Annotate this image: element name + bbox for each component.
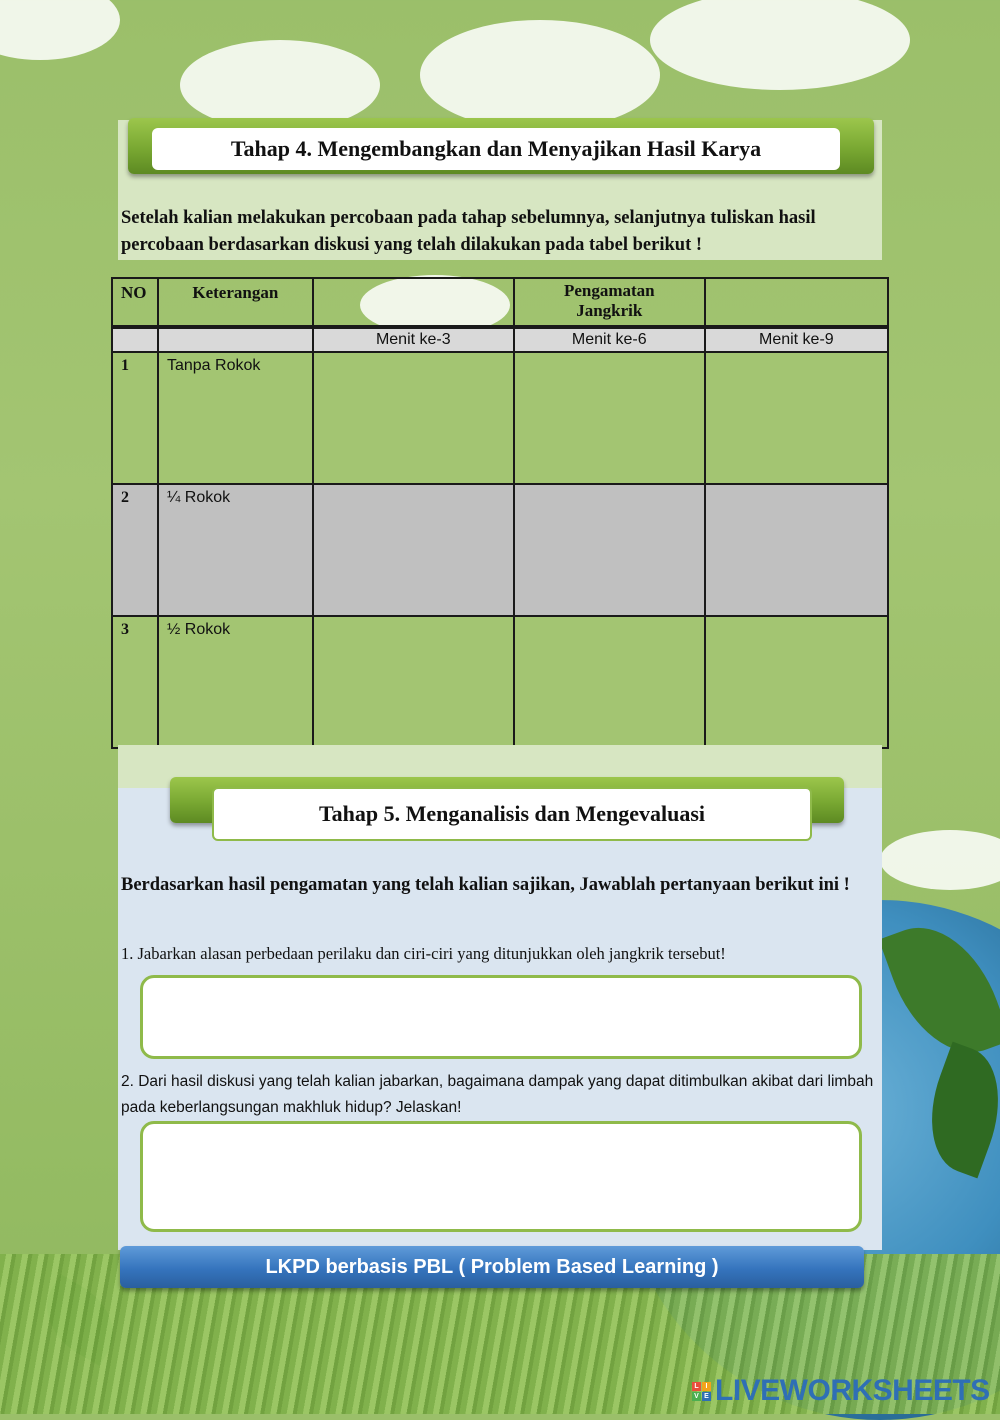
logo-letter: V bbox=[692, 1392, 701, 1401]
section4-instruction: Setelah kalian melakukan percobaan pada tahap sebelumnya, selanjutnya tuliskan hasil percobaan berdasarkan diskusi yang telah dilakukan pada tabel berikut ! bbox=[121, 208, 816, 255]
observation-input-cell[interactable] bbox=[705, 352, 888, 484]
subheader-minute-9: Menit ke-9 bbox=[705, 327, 888, 352]
header-empty-cell bbox=[705, 278, 888, 327]
observation-input-cell[interactable] bbox=[313, 484, 514, 616]
logo-letter: I bbox=[702, 1382, 711, 1391]
observation-input-cell[interactable] bbox=[514, 616, 705, 748]
liveworksheets-watermark[interactable] bbox=[692, 1374, 990, 1408]
subheader-minute-6: Menit ke-6 bbox=[514, 327, 705, 352]
cloud-shape bbox=[650, 0, 910, 90]
row-keterangan: ½ Rokok bbox=[158, 616, 313, 748]
cloud-shape bbox=[880, 830, 1000, 890]
subheader-minute-3: Menit ke-3 bbox=[313, 327, 514, 352]
header-pengamatan-label: Pengamatan Jangkrik bbox=[563, 281, 655, 320]
cloud-shape bbox=[420, 20, 660, 130]
cloud-shape bbox=[0, 0, 120, 60]
table-row bbox=[112, 616, 888, 748]
answer-field-2[interactable] bbox=[140, 1121, 862, 1232]
row-keterangan: Tanpa Rokok bbox=[158, 352, 313, 484]
row-keterangan: ¼ Rokok bbox=[158, 484, 313, 616]
header-no: NO bbox=[112, 278, 158, 327]
section4-title: Tahap 4. Mengembangkan dan Menyajikan Hasil Karya bbox=[152, 128, 840, 170]
question-2: 2. Dari hasil diskusi yang telah kalian jabarkan, bagaimana dampak yang dapat ditimbulkan akibat dari limbah pada keberlangsungan makhluk hidup? Jelaskan! bbox=[121, 1073, 874, 1116]
observation-input-cell[interactable] bbox=[313, 616, 514, 748]
section5-title: Tahap 5. Menganalisis dan Mengevaluasi bbox=[212, 787, 812, 841]
row-number: 2 bbox=[112, 484, 158, 616]
logo-letter: E bbox=[702, 1392, 711, 1401]
question-1: 1. Jabarkan alasan perbedaan perilaku dan ciri-ciri yang ditunjukkan oleh jangkrik tersebut! bbox=[121, 944, 726, 963]
table-subheader-row bbox=[112, 327, 888, 352]
header-empty-cell bbox=[313, 278, 514, 327]
observation-input-cell[interactable] bbox=[705, 616, 888, 748]
logo-letter: L bbox=[692, 1382, 701, 1391]
header-pengamatan bbox=[514, 278, 705, 327]
observation-input-cell[interactable] bbox=[514, 352, 705, 484]
section5-instruction: Berdasarkan hasil pengamatan yang telah kalian sajikan, Jawablah pertanyaan berikut ini ! bbox=[121, 875, 850, 895]
header-keterangan: Keterangan bbox=[158, 278, 313, 327]
table-row bbox=[112, 484, 888, 616]
observation-input-cell[interactable] bbox=[514, 484, 705, 616]
footer-banner bbox=[120, 1246, 864, 1288]
observation-input-cell[interactable] bbox=[313, 352, 514, 484]
row-number: 3 bbox=[112, 616, 158, 748]
liveworksheets-logo-icon bbox=[692, 1382, 711, 1401]
observation-table bbox=[111, 277, 889, 749]
cloud-shape bbox=[180, 40, 380, 130]
answer-field-1[interactable] bbox=[140, 975, 862, 1059]
observation-input-cell[interactable] bbox=[705, 484, 888, 616]
table-header-row bbox=[112, 278, 888, 327]
section5-banner bbox=[170, 777, 844, 826]
watermark-text: LIVEWORKSHEETS bbox=[715, 1374, 990, 1407]
subheader-empty-cell bbox=[112, 327, 158, 352]
subheader-empty-cell bbox=[158, 327, 313, 352]
table-row bbox=[112, 352, 888, 484]
footer-label: LKPD berbasis PBL ( Problem Based Learning ) bbox=[265, 1255, 719, 1278]
section4-banner bbox=[128, 118, 874, 174]
row-number: 1 bbox=[112, 352, 158, 484]
